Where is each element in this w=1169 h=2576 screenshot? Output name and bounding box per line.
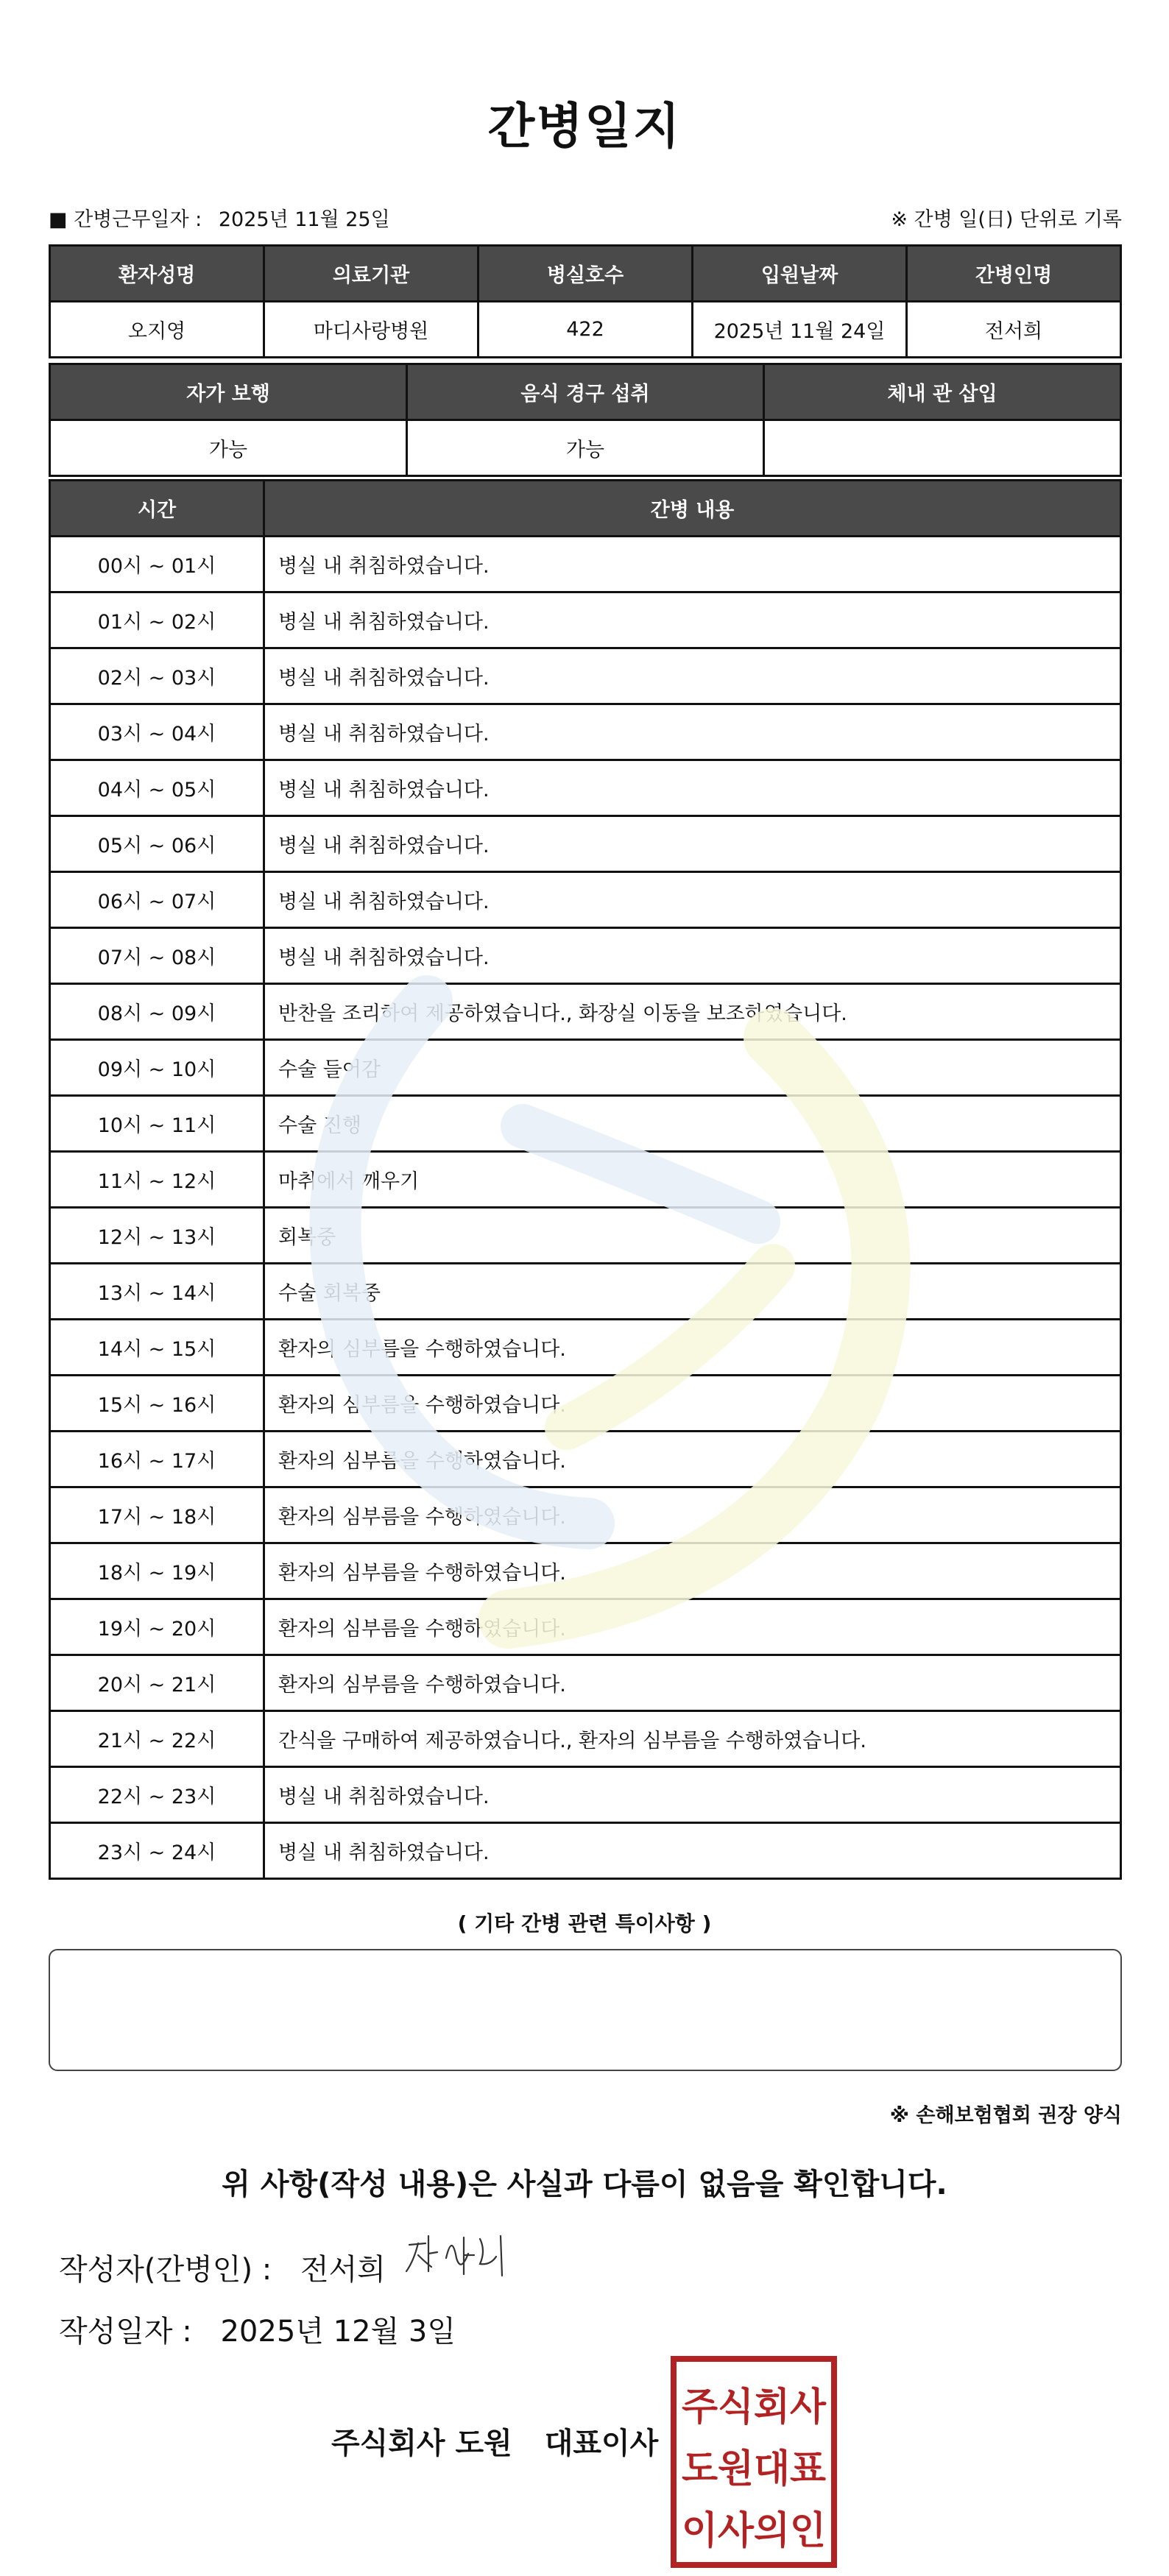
- table-row: [50, 1096, 1121, 1152]
- record-note: ※ 간병 일(日) 단위로 기록: [891, 208, 1122, 231]
- time-slot: 06시 ~ 07시: [50, 872, 264, 928]
- care-content: 간식을 구매하여 제공하였습니다., 환자의 심부름을 수행하였습니다.: [264, 1711, 1121, 1767]
- caregiver-name: 전서희: [907, 302, 1121, 358]
- table-row: [50, 816, 1121, 872]
- seal-line-1: 주식회사: [682, 2385, 827, 2430]
- company-representative: 대표이사: [544, 2427, 659, 2460]
- header-care-content: 간병 내용: [264, 481, 1121, 537]
- header-tube-insertion: 체내 관 삽입: [764, 364, 1121, 420]
- written-date-label: 작성일자 :: [59, 2315, 192, 2349]
- writer-label: 작성자(간병인) :: [59, 2253, 272, 2287]
- work-date-label: ■ 간병근무일자 :: [49, 208, 202, 231]
- time-slot: 22시 ~ 23시: [50, 1767, 264, 1823]
- care-content: 수술 들어감: [264, 1040, 1121, 1096]
- table-row: [50, 1711, 1121, 1767]
- header-room: 병실호수: [478, 246, 693, 302]
- care-content: 회복중: [264, 1208, 1121, 1264]
- table-row: [50, 1767, 1121, 1823]
- care-content: 병실 내 취침하였습니다.: [264, 928, 1121, 984]
- company-name: 주식회사 도원: [331, 2427, 512, 2460]
- table-row: [50, 592, 1121, 648]
- company-line: [331, 2420, 658, 2462]
- status-table-header: [50, 364, 1121, 420]
- table-row: [50, 1599, 1121, 1655]
- confirmation-statement: 위 사항(작성 내용)은 사실과 다름이 없음을 확인합니다.: [222, 2168, 947, 2201]
- care-content: 마취에서 깨우기: [264, 1152, 1121, 1208]
- time-slot: 01시 ~ 02시: [50, 592, 264, 648]
- care-content: 환자의 심부름을 수행하였습니다.: [264, 1432, 1121, 1487]
- time-slot: 14시 ~ 15시: [50, 1320, 264, 1376]
- care-content: 환자의 심부름을 수행하였습니다.: [264, 1655, 1121, 1711]
- care-content: 병실 내 취침하였습니다.: [264, 592, 1121, 648]
- oral-intake: 가능: [407, 420, 764, 476]
- header-patient-name: 환자성명: [50, 246, 264, 302]
- time-slot: 12시 ~ 13시: [50, 1208, 264, 1264]
- time-slot: 19시 ~ 20시: [50, 1599, 264, 1655]
- care-content: 환자의 심부름을 수행하였습니다.: [264, 1320, 1121, 1376]
- care-log-table: [49, 479, 1122, 1880]
- time-slot: 13시 ~ 14시: [50, 1264, 264, 1320]
- patient-table-header: [50, 246, 1121, 302]
- table-row: [50, 1264, 1121, 1320]
- care-content: 수술 진행: [264, 1096, 1121, 1152]
- form-note: ※ 손해보험협회 권장 양식: [889, 2104, 1122, 2127]
- care-content: 병실 내 취침하였습니다.: [264, 1823, 1121, 1879]
- work-date-value: 2025년 11월 25일: [218, 208, 390, 231]
- table-row: [50, 537, 1121, 592]
- time-slot: 17시 ~ 18시: [50, 1487, 264, 1543]
- table-row: [50, 1543, 1121, 1599]
- care-content: 병실 내 취침하였습니다.: [264, 537, 1121, 592]
- table-row: [50, 1823, 1121, 1879]
- written-date-value: 2025년 12월 3일: [220, 2315, 456, 2349]
- care-content: 병실 내 취침하였습니다.: [264, 1767, 1121, 1823]
- written-date-line: [59, 2308, 456, 2350]
- remarks-box: [49, 1949, 1122, 2071]
- table-row: [50, 704, 1121, 760]
- care-content: 병실 내 취침하였습니다.: [264, 648, 1121, 704]
- table-row: [50, 1040, 1121, 1096]
- header-caregiver: 간병인명: [907, 246, 1121, 302]
- time-slot: 09시 ~ 10시: [50, 1040, 264, 1096]
- time-slot: 23시 ~ 24시: [50, 1823, 264, 1879]
- patient-table-values: [50, 302, 1121, 358]
- care-content: 환자의 심부름을 수행하였습니다.: [264, 1543, 1121, 1599]
- care-content: 병실 내 취침하였습니다.: [264, 872, 1121, 928]
- time-slot: 10시 ~ 11시: [50, 1096, 264, 1152]
- handwritten-signature-icon: [403, 2229, 521, 2287]
- header-time: 시간: [50, 481, 264, 537]
- remarks-content: [50, 1950, 1120, 1974]
- time-slot: 08시 ~ 09시: [50, 984, 264, 1040]
- work-info-row: [49, 203, 1122, 233]
- writer-name: 전서희: [300, 2253, 386, 2287]
- header-hospital: 의료기관: [264, 246, 478, 302]
- table-row: [50, 1320, 1121, 1376]
- table-row: [50, 1376, 1121, 1432]
- table-row: [50, 648, 1121, 704]
- time-slot: 03시 ~ 04시: [50, 704, 264, 760]
- patient-name: 오지영: [50, 302, 264, 358]
- care-content: 수술 회복중: [264, 1264, 1121, 1320]
- room-number: 422: [478, 302, 693, 358]
- care-content: 환자의 심부름을 수행하였습니다.: [264, 1487, 1121, 1543]
- time-slot: 04시 ~ 05시: [50, 760, 264, 816]
- time-slot: 07시 ~ 08시: [50, 928, 264, 984]
- seal-line-2: 도원대표: [682, 2447, 826, 2491]
- table-row: [50, 1655, 1121, 1711]
- hospital: 마디사랑병원: [264, 302, 478, 358]
- time-slot: 05시 ~ 06시: [50, 816, 264, 872]
- care-content: 병실 내 취침하였습니다.: [264, 760, 1121, 816]
- self-walking: 가능: [50, 420, 407, 476]
- time-slot: 15시 ~ 16시: [50, 1376, 264, 1432]
- patient-table: [49, 244, 1122, 358]
- table-row: [50, 984, 1121, 1040]
- care-content: 반찬을 조리하여 제공하였습니다., 화장실 이동을 보조하였습니다.: [264, 984, 1121, 1040]
- time-slot: 00시 ~ 01시: [50, 537, 264, 592]
- company-seal-icon: [670, 2355, 838, 2569]
- time-slot: 20시 ~ 21시: [50, 1655, 264, 1711]
- header-oral-intake: 음식 경구 섭취: [407, 364, 764, 420]
- care-content: 환자의 심부름을 수행하였습니다.: [264, 1376, 1121, 1432]
- time-slot: 16시 ~ 17시: [50, 1432, 264, 1487]
- table-row: [50, 1487, 1121, 1543]
- admission-date: 2025년 11월 24일: [693, 302, 907, 358]
- table-row: [50, 1432, 1121, 1487]
- tube-insertion: [764, 420, 1121, 476]
- care-log-header: [50, 481, 1121, 537]
- time-slot: 21시 ~ 22시: [50, 1711, 264, 1767]
- table-row: [50, 760, 1121, 816]
- status-table-values: [50, 420, 1121, 476]
- status-table: [49, 363, 1122, 477]
- page-title: 간병일지: [487, 98, 682, 155]
- table-row: [50, 872, 1121, 928]
- care-content: 병실 내 취침하였습니다.: [264, 704, 1121, 760]
- table-row: [50, 1152, 1121, 1208]
- table-row: [50, 1208, 1121, 1264]
- header-admission-date: 입원날짜: [693, 246, 907, 302]
- time-slot: 02시 ~ 03시: [50, 648, 264, 704]
- care-content: 환자의 심부름을 수행하였습니다.: [264, 1599, 1121, 1655]
- writer-line: [59, 2246, 386, 2288]
- time-slot: 11시 ~ 12시: [50, 1152, 264, 1208]
- seal-line-3: 이사의인: [682, 2509, 826, 2553]
- table-row: [50, 928, 1121, 984]
- header-self-walking: 자가 보행: [50, 364, 407, 420]
- care-content: 병실 내 취침하였습니다.: [264, 816, 1121, 872]
- work-date: [49, 203, 390, 232]
- time-slot: 18시 ~ 19시: [50, 1543, 264, 1599]
- remarks-title: ( 기타 간병 관련 특이사항 ): [457, 1911, 712, 1936]
